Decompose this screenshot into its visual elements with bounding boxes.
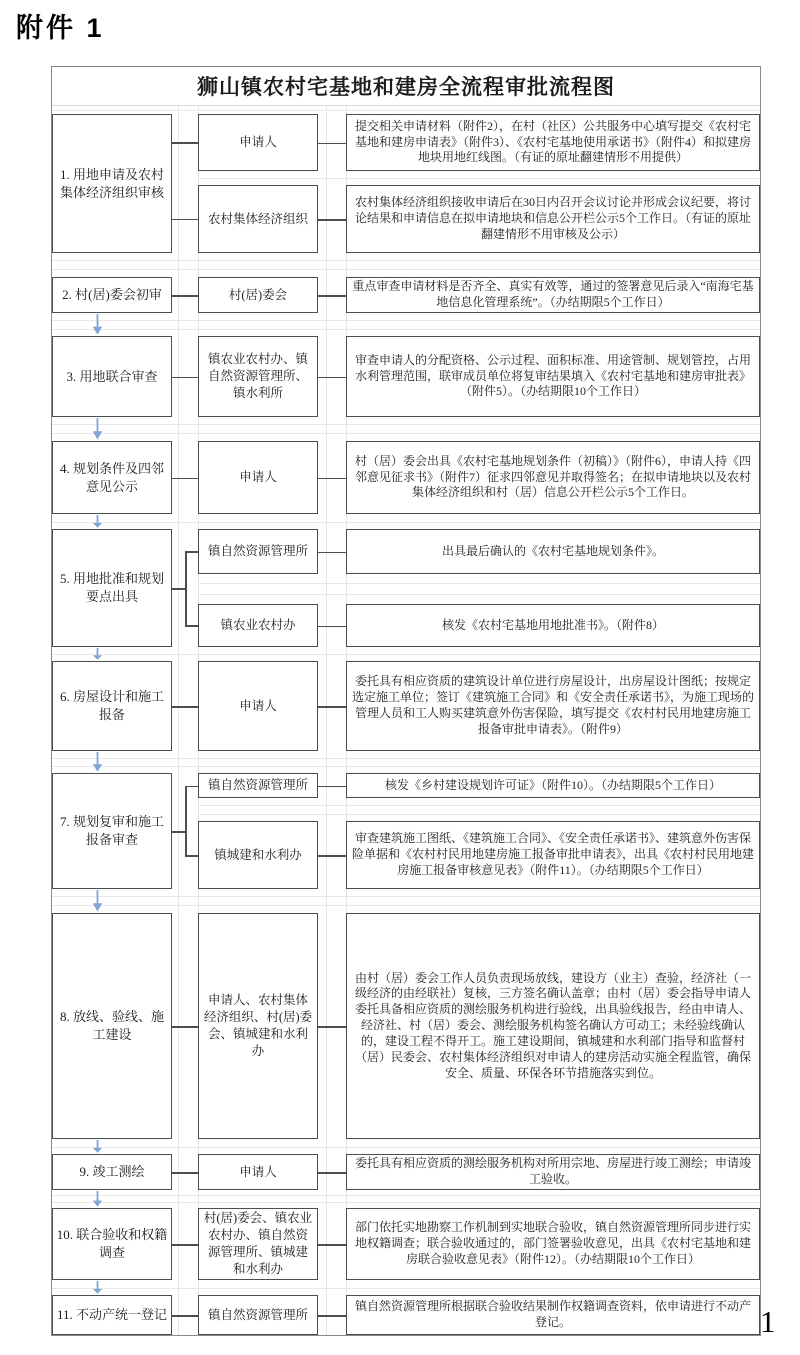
- row-gap: [52, 417, 760, 441]
- row-gap: [52, 253, 760, 277]
- gridline-horizontal: [198, 814, 760, 815]
- agency-label: 申请人: [239, 135, 277, 150]
- agency-box: [198, 604, 318, 647]
- sub-row: [198, 185, 760, 253]
- connector-area: [172, 336, 198, 417]
- agency-box: [198, 529, 318, 574]
- agency-box: [198, 913, 318, 1139]
- gridline-horizontal: [52, 433, 760, 434]
- sub-rows: [198, 277, 760, 313]
- agency-label: 申请人: [239, 698, 277, 713]
- attachment-label: 附件 1: [16, 13, 105, 43]
- step-box: [52, 441, 172, 514]
- connector-line: [172, 142, 198, 144]
- connector-area: [172, 661, 198, 751]
- connector-area: [318, 821, 346, 889]
- connector-line: [318, 1172, 346, 1174]
- sub-rows: [198, 661, 760, 751]
- connector-line: [318, 478, 346, 480]
- connector-area: [318, 529, 346, 574]
- gridline-horizontal: [198, 805, 760, 806]
- connector-area: [318, 1295, 346, 1335]
- description-text: 审查申请人的分配资格、公示过程、面积标准、用途管制、规划管控，占用水利管理范围，联审成员单位将复审结果填入《农村宅基地和建房审批表》（附件5）。（办结期限10个工作日）: [354, 352, 751, 399]
- grid-band: [198, 171, 760, 185]
- connector-line: [185, 551, 187, 625]
- step-label: 5. 用地批准和规划要点出具: [59, 571, 164, 604]
- agency-label: 镇农业农村办: [220, 618, 296, 633]
- description-text: 审查建筑施工图纸、《建筑施工合同》、《安全责任承诺书》、建筑意外伤害保险单据和《农村村民用地建房施工报备审批申请表》，出具《农村村民用地建房施工报备审核意见表》（附件11）。（办结期限5个工作日）: [352, 831, 755, 877]
- connector-area: [318, 661, 346, 751]
- sub-row: [198, 604, 760, 647]
- down-arrow-icon: [91, 515, 104, 528]
- connector-area: [172, 773, 198, 889]
- connector-line: [318, 295, 346, 297]
- flow-row-1: [52, 114, 760, 253]
- row-gap: [52, 313, 760, 336]
- sub-rows: [198, 1295, 760, 1335]
- connector-area: [318, 114, 346, 171]
- step-box: [52, 1295, 172, 1335]
- connector-line: [318, 377, 346, 379]
- flowchart-table: [51, 66, 761, 1336]
- connector-line: [172, 219, 198, 221]
- connector-line: [172, 295, 198, 297]
- description-box: [346, 114, 760, 171]
- connector-line: [185, 786, 198, 788]
- step-label: 1. 用地申请及农村集体经济组织审核: [59, 166, 164, 200]
- sub-row: [198, 114, 760, 171]
- step-box: [52, 114, 172, 253]
- sub-row: [198, 529, 760, 574]
- flow-row-4: [52, 441, 760, 514]
- connector-line: [172, 588, 185, 590]
- agency-box: [198, 185, 318, 253]
- agency-box: [198, 277, 318, 313]
- row-gap: [52, 514, 760, 529]
- down-arrow-icon: [91, 1140, 104, 1153]
- agency-label: 申请人: [239, 1164, 277, 1179]
- connector-line: [318, 855, 346, 857]
- agency-label: 镇自然资源管理所: [207, 544, 308, 559]
- gridline-horizontal: [52, 110, 760, 111]
- down-arrow-icon: [91, 314, 104, 335]
- agency-label: 镇城建和水利办: [214, 847, 302, 862]
- agency-box: [198, 1208, 318, 1280]
- gridline-horizontal: [52, 1288, 760, 1289]
- connector-area: [318, 1208, 346, 1280]
- step-label: 6. 房屋设计和施工报备: [59, 689, 164, 722]
- flow-row-9: [52, 1154, 760, 1190]
- sub-rows: [198, 1208, 760, 1280]
- step-box: [52, 661, 172, 751]
- description-text: 重点审查申请材料是否齐全、真实有效等，通过的签署意见后录入“南海宅基地信息化管理系统”。（办结期限5个工作日）: [352, 279, 754, 309]
- connector-line: [185, 551, 198, 553]
- step-label: 4. 规划条件及四邻意见公示: [59, 460, 164, 494]
- down-arrow-icon: [91, 648, 104, 660]
- description-text: 提交相关申请材料（附件2），在村（社区）公共服务中心填写提交《农村宅基地和建房申请表》（附件3）、《农村宅基地使用承诺书》（附件4）和拟建房地块用地红线图。（有证的原址翻建情形不用提供）: [354, 118, 751, 165]
- step-box: [52, 336, 172, 417]
- flow-row-2: [52, 277, 760, 313]
- step-box: [52, 913, 172, 1139]
- flow-row-11: [52, 1295, 760, 1335]
- connector-line: [318, 143, 346, 145]
- agency-box: [198, 821, 318, 889]
- description-box: [346, 661, 760, 751]
- gridline-horizontal: [198, 583, 760, 584]
- description-box: [346, 604, 760, 647]
- gridline-horizontal: [52, 320, 760, 321]
- agency-label: 申请人、农村集体经济组织、村(居)委会、镇城建和水利办: [203, 993, 313, 1058]
- down-arrow-icon: [91, 418, 104, 440]
- description-box: [346, 913, 760, 1139]
- connector-area: [172, 1295, 198, 1335]
- connector-area: [172, 441, 198, 514]
- description-box: [346, 1154, 760, 1190]
- sub-row: [198, 661, 760, 751]
- agency-label: 镇农业农村办、镇自然资源管理所、镇水利所: [207, 352, 308, 400]
- gridline-horizontal: [52, 522, 760, 523]
- connector-area: [172, 529, 198, 647]
- gridline-horizontal: [52, 905, 760, 906]
- connector-line: [318, 552, 346, 554]
- step-box: [52, 773, 172, 889]
- sub-rows: [198, 441, 760, 514]
- down-arrow-icon: [91, 1281, 104, 1294]
- connector-line: [318, 706, 346, 708]
- down-arrow-icon: [91, 1191, 104, 1207]
- description-text: 村（居）委会出具《农村宅基地规划条件（初稿）》（附件6），申请人持《四邻意见征求书》（附件7）征求四邻意见并取得签名；在拟申请地块以及农村集体经济组织和村（居）信息公开栏公示5个工作日。: [354, 453, 751, 500]
- description-text: 出具最后确认的《农村宅基地规划条件》。: [441, 543, 664, 558]
- sub-row: [198, 821, 760, 889]
- connector-line: [185, 855, 198, 857]
- step-label: 8. 放线、验线、施工建设: [59, 1009, 164, 1042]
- gridline-horizontal: [198, 178, 760, 179]
- flow-row-7: [52, 773, 760, 889]
- description-text: 核发《农村宅基地用地批准书》。（附件8）: [441, 617, 664, 632]
- connector-line: [172, 1244, 198, 1246]
- description-text: 农村集体经济组织接收申请后在30日内召开会议讨论并形成会议纪要，将讨论结果和申请信息在拟申请地块和信息公开栏公示5个工作日。（有证的原址翻建情形不用审核及公示）: [354, 195, 751, 241]
- description-box: [346, 1208, 760, 1280]
- connector-line: [318, 1026, 346, 1028]
- description-text: 核发《乡村建设规划许可证》（附件10）。（办结期限5个工作日）: [384, 777, 721, 792]
- connector-area: [318, 913, 346, 1139]
- step-label: 2. 村(居)委会初审: [62, 287, 162, 303]
- description-text: 镇自然资源管理所根据联合验收结果制作权籍调查资料，依申请进行不动产登记。: [354, 1299, 751, 1329]
- connector-area: [318, 441, 346, 514]
- connector-line: [318, 1244, 346, 1246]
- connector-line: [185, 625, 198, 627]
- connector-area: [172, 114, 198, 253]
- agency-box: [198, 773, 318, 798]
- connector-area: [172, 1208, 198, 1280]
- description-box: [346, 336, 760, 417]
- connector-line: [185, 786, 187, 856]
- description-box: [346, 773, 760, 798]
- connector-line: [172, 1026, 198, 1028]
- connector-line: [172, 1315, 198, 1317]
- description-box: [346, 277, 760, 313]
- sub-row: [198, 1154, 760, 1190]
- flow-row-8: [52, 913, 760, 1139]
- connector-line: [172, 831, 185, 833]
- connector-line: [318, 626, 346, 628]
- flow-row-5: [52, 529, 760, 647]
- description-text: 由村（居）委会工作人员负责现场放线，建设方（业主）查验，经济社（一级经济的由经联社）复核，三方签名确认盖章；由村（居）委会指导申请人委托具备相应资质的测绘服务机构进行验线，出具验线报告，经由申请人、经济社、村（居）委会、测绘服务机构签名确认方可动工；未经验线确认的，建设工程不得开工。施工建设期间，镇城建和水利部门指导和监督村（居）民委会、农村集体经济组织对申请人的建房活动实施全程监管，确保安全、质量、环保各环节措施落实到位。: [354, 970, 751, 1080]
- agency-box: [198, 661, 318, 751]
- sub-rows: [198, 114, 760, 253]
- gridline-horizontal: [52, 766, 760, 767]
- description-box: [346, 529, 760, 574]
- flowchart-title: 狮山镇农村宅基地和建房全流程审批流程图: [52, 67, 760, 106]
- connector-area: [318, 773, 346, 798]
- gridline-horizontal: [52, 1147, 760, 1148]
- step-box: [52, 1154, 172, 1190]
- agency-label: 村(居)委会、镇农业农村办、镇自然资源管理所、镇城建和水利办: [203, 1211, 313, 1276]
- connector-area: [318, 336, 346, 417]
- connector-line: [318, 786, 346, 788]
- gridline-horizontal: [52, 424, 760, 425]
- grid-band: [198, 798, 760, 821]
- connector-area: [318, 1154, 346, 1190]
- row-gap: [52, 647, 760, 661]
- connector-line: [318, 1315, 346, 1317]
- flow-row-6: [52, 661, 760, 751]
- agency-label: 镇自然资源管理所: [207, 1307, 308, 1322]
- sub-rows: [198, 1154, 760, 1190]
- sub-row: [198, 773, 760, 798]
- sub-row: [198, 913, 760, 1139]
- step-label: 3. 用地联合审查: [66, 368, 158, 384]
- connector-area: [318, 277, 346, 313]
- description-box: [346, 441, 760, 514]
- gridline-horizontal: [52, 896, 760, 897]
- step-label: 11. 不动产统一登记: [56, 1307, 168, 1323]
- row-gap: [52, 751, 760, 773]
- grid-band: [52, 106, 760, 114]
- description-box: [346, 1295, 760, 1335]
- gridline-horizontal: [52, 1195, 760, 1196]
- step-box: [52, 1208, 172, 1280]
- sub-row: [198, 441, 760, 514]
- step-label: 9. 竣工测绘: [79, 1164, 145, 1180]
- gridline-horizontal: [52, 329, 760, 330]
- step-box: [52, 277, 172, 313]
- gridline-horizontal: [52, 269, 760, 270]
- connector-line: [172, 706, 198, 708]
- agency-box: [198, 1154, 318, 1190]
- connector-line: [172, 478, 198, 480]
- row-gap: [52, 1280, 760, 1295]
- sub-row: [198, 336, 760, 417]
- flow-row-10: [52, 1208, 760, 1280]
- down-arrow-icon: [91, 752, 104, 772]
- agency-label: 申请人: [239, 470, 277, 485]
- agency-box: [198, 441, 318, 514]
- row-gap: [52, 889, 760, 913]
- flow-row-3: [52, 336, 760, 417]
- step-label: 7. 规划复审和施工报备审查: [59, 814, 164, 847]
- agency-label: 村(居)委会: [228, 287, 288, 302]
- connector-area: [318, 604, 346, 647]
- step-label: 10. 联合验收和权籍调查: [56, 1227, 168, 1260]
- connector-area: [172, 1154, 198, 1190]
- agency-label: 镇自然资源管理所: [207, 778, 308, 793]
- connector-line: [172, 1172, 198, 1174]
- sub-row: [198, 1208, 760, 1280]
- agency-box: [198, 1295, 318, 1335]
- grid-band: [198, 574, 760, 604]
- gridline-horizontal: [52, 758, 760, 759]
- row-gap: [52, 1190, 760, 1208]
- connector-area: [172, 277, 198, 313]
- description-text: 委托具有相应资质的建筑设计单位进行房屋设计，出房屋设计图纸；按规定选定施工单位；签订《建筑施工合同》和《安全责任承诺书》，为施工现场的管理人员和工人购买建筑意外伤害保险，填写提交《农村村民用地建房施工报备审批申请表》。（附件9）: [352, 674, 755, 736]
- sub-rows: [198, 336, 760, 417]
- agency-box: [198, 114, 318, 171]
- description-text: 委托具有相应资质的测绘服务机构对所用宗地、房屋进行竣工测绘；申请竣工验收。: [354, 1156, 751, 1186]
- connector-line: [172, 377, 198, 379]
- gridline-horizontal: [52, 260, 760, 261]
- page-number: 1: [760, 1304, 776, 1339]
- sub-row: [198, 1295, 760, 1335]
- row-gap: [52, 1139, 760, 1154]
- sub-rows: [198, 529, 760, 647]
- agency-box: [198, 336, 318, 417]
- description-box: [346, 185, 760, 253]
- sub-rows: [198, 773, 760, 889]
- connector-area: [172, 913, 198, 1139]
- gridline-horizontal: [52, 1202, 760, 1203]
- gridline-horizontal: [198, 594, 760, 595]
- sub-row: [198, 277, 760, 313]
- description-text: 部门依托实地勘察工作机制到实地联合验收，镇自然资源管理所同步进行实地权籍调查；联合验收通过的，部门签署验收意见，出具《农村宅基地和建房联合验收意见表》（附件12）。（办结期限10个工作日）: [354, 1220, 751, 1266]
- step-box: [52, 529, 172, 647]
- sub-rows: [198, 913, 760, 1139]
- description-box: [346, 821, 760, 889]
- gridline-horizontal: [52, 654, 760, 655]
- connector-area: [318, 185, 346, 253]
- flow-area: [52, 106, 760, 1335]
- agency-label: 农村集体经济组织: [207, 211, 308, 226]
- connector-line: [318, 219, 346, 221]
- down-arrow-icon: [91, 890, 104, 912]
